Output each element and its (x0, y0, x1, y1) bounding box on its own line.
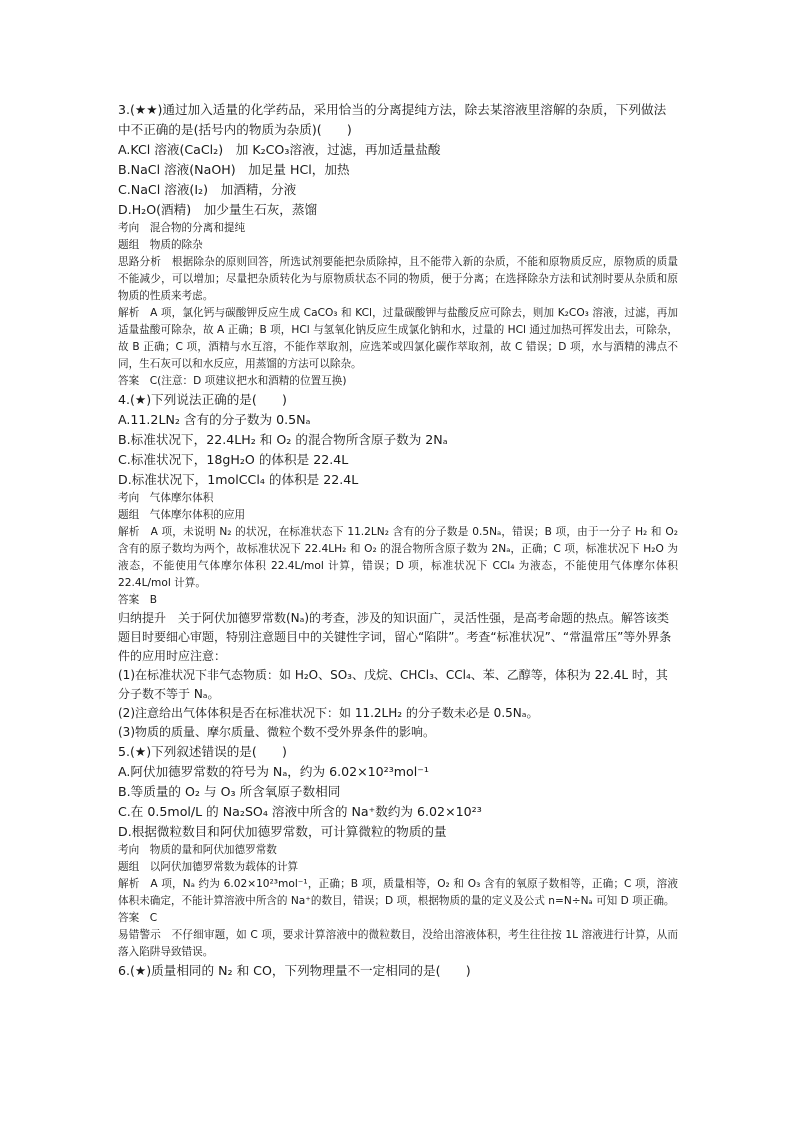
question-5-option-a: A.阿伏加德罗常数的符号为 Nₐ，约为 6.02×10²³mol⁻¹ (118, 764, 429, 779)
question-4-point-1: (1)在标准状况下非气态物质：如 H₂O、SO₃、戊烷、CHCl₃、CCl₄、苯、乙醇等，体积为 22.4L 时，其分子数不等于 Nₐ。 (118, 668, 668, 701)
question-5-jiexi: 解析 A 项，Nₐ 约为 6.02×10²³mol⁻¹，正确；B 项，质量相等，O₂ 和 O₃ 含有的氧原子数相等，正确；C 项，溶液体积未确定，不能计算溶液中所含的 Na⁺的数目，错误；D 项，根据物质的量的定义及公式 n=N÷Nₐ 可知 D 项正确。 (118, 878, 678, 907)
question-4-kaoxiang: 考向 气体摩尔体积 (118, 492, 214, 504)
question-3-option-c: C.NaCl 溶液(I₂) 加酒精，分液 (118, 182, 297, 197)
question-4-tizu: 题组 气体摩尔体积的应用 (118, 509, 246, 521)
question-4-option-d: D.标准状况下，1molCCl₄ 的体积是 22.4L (118, 472, 359, 487)
question-3-silu: 思路分析 根据除杂的原则回答，所选试剂要能把杂质除掉，且不能带入新的杂质，不能和原物质反应，原物质的质量不能减少，可以增加；尽量把杂质转化为与原物质状态不同的物质，便于分离；在选择除杂方法和试剂时要从杂质和原物质的性质来考虑。 (118, 256, 678, 302)
question-3-jiexi: 解析 A 项，氯化钙与碳酸钾反应生成 CaCO₃ 和 KCl，过量碳酸钾与盐酸反应可除去，则加 K₂CO₃ 溶液，过滤，再加适量盐酸可除杂，故 A 正确；B 项，HCl 与氢氧化钠反应生成氯化钠和水，过量的 HCl 通过加热可挥发出去，可除杂，故 B 正确；C 项，酒精与水互溶，不能作萃取剂，应选苯或四氯化碳作萃取剂，故 C 错误；D 项，水与酒精的沸点不同，生石灰可以和水反应，用蒸馏的方法可以除杂。 (118, 307, 678, 370)
question-4-jiexi: 解析 A 项，未说明 N₂ 的状况，在标准状态下 11.2LN₂ 含有的分子数是 0.5Nₐ，错误；B 项，由于一分子 H₂ 和 O₂ 含有的原子数均为两个，故标准状况下 22.4LH₂ 和 O₂ 的混合物所含原子数为 2Nₐ，正确；C 项，标准状况下 H₂O 为液态，不能使用气体摩尔体积 22.4L/mol 计算，错误；D 项，标准状况下 CCl₄ 为液态，不能使用气体摩尔体积 22.4L/mol 计算。 (118, 526, 682, 589)
question-3-tizu: 题组 物质的除杂 (118, 239, 203, 251)
question-4-option-a: A.11.2LN₂ 含有的分子数为 0.5Nₐ (118, 412, 311, 427)
question-5-stem: 5.(★)下列叙述错误的是( ) (118, 744, 287, 759)
question-5-option-c: C.在 0.5mol/L 的 Na₂SO₄ 溶液中所含的 Na⁺数约为 6.02×10²³ (118, 804, 482, 819)
question-4-guina: 归纳提升 关于阿伏加德罗常数(Nₐ)的考查，涉及的知识面广，灵活性强，是高考命题的热点。解答该类题目时要细心审题，特别注意题目中的关键性字词，留心“陷阱”。考查“标准状况”、“常温常压”等外界条件的应用时应注意： (118, 611, 672, 663)
question-5-option-d: D.根据微粒数目和阿伏加德罗常数，可计算微粒的物质的量 (118, 824, 447, 839)
question-4-option-b: B.标准状况下，22.4LH₂ 和 O₂ 的混合物所含原子数为 2Nₐ (118, 432, 448, 447)
question-3-stem: 3.(★★)通过加入适量的化学药品，采用恰当的分离提纯方法，除去某溶液里溶解的杂质，下列做法中不正确的是(括号内的物质为杂质)( ) (118, 102, 667, 137)
question-3-kaoxiang: 考向 混合物的分离和提纯 (118, 222, 246, 234)
question-6-stem: 6.(★)质量相同的 N₂ 和 CO，下列物理量不一定相同的是( ) (118, 963, 471, 978)
question-4-point-3: (3)物质的质量、摩尔质量、微粒个数不受外界条件的影响。 (118, 725, 436, 739)
question-4-stem: 4.(★)下列说法正确的是( ) (118, 392, 287, 407)
question-5-tizu: 题组 以阿伏加德罗常数为载体的计算 (118, 861, 299, 873)
question-5-yicuo: 易错警示 不仔细审题，如 C 项，要求计算溶液中的微粒数目，没给出溶液体积，考生往往按 1L 溶液进行计算，从而落入陷阱导致错误。 (118, 929, 678, 958)
question-3-option-b: B.NaCl 溶液(NaOH) 加足量 HCl，加热 (118, 162, 350, 177)
question-4-answer: 答案 B (118, 594, 158, 606)
question-3-option-a: A.KCl 溶液(CaCl₂) 加 K₂CO₃溶液，过滤，再加适量盐酸 (118, 142, 441, 157)
question-5-option-b: B.等质量的 O₂ 与 O₃ 所含氧原子数相同 (118, 784, 341, 799)
question-5-kaoxiang: 考向 物质的量和阿伏加德罗常数 (118, 844, 277, 856)
document-page (118, 100, 682, 981)
question-3-answer: 答案 C(注意：D 项建议把水和酒精的位置互换) (118, 375, 347, 387)
question-5-answer: 答案 C (118, 912, 158, 924)
question-4-point-2: (2)注意给出气体体积是否在标准状况下：如 11.2LH₂ 的分子数未必是 0.5Nₐ。 (118, 706, 539, 720)
question-4-option-c: C.标准状况下，18gH₂O 的体积是 22.4L (118, 452, 349, 467)
question-3-option-d: D.H₂O(酒精) 加少量生石灰，蒸馏 (118, 202, 318, 217)
